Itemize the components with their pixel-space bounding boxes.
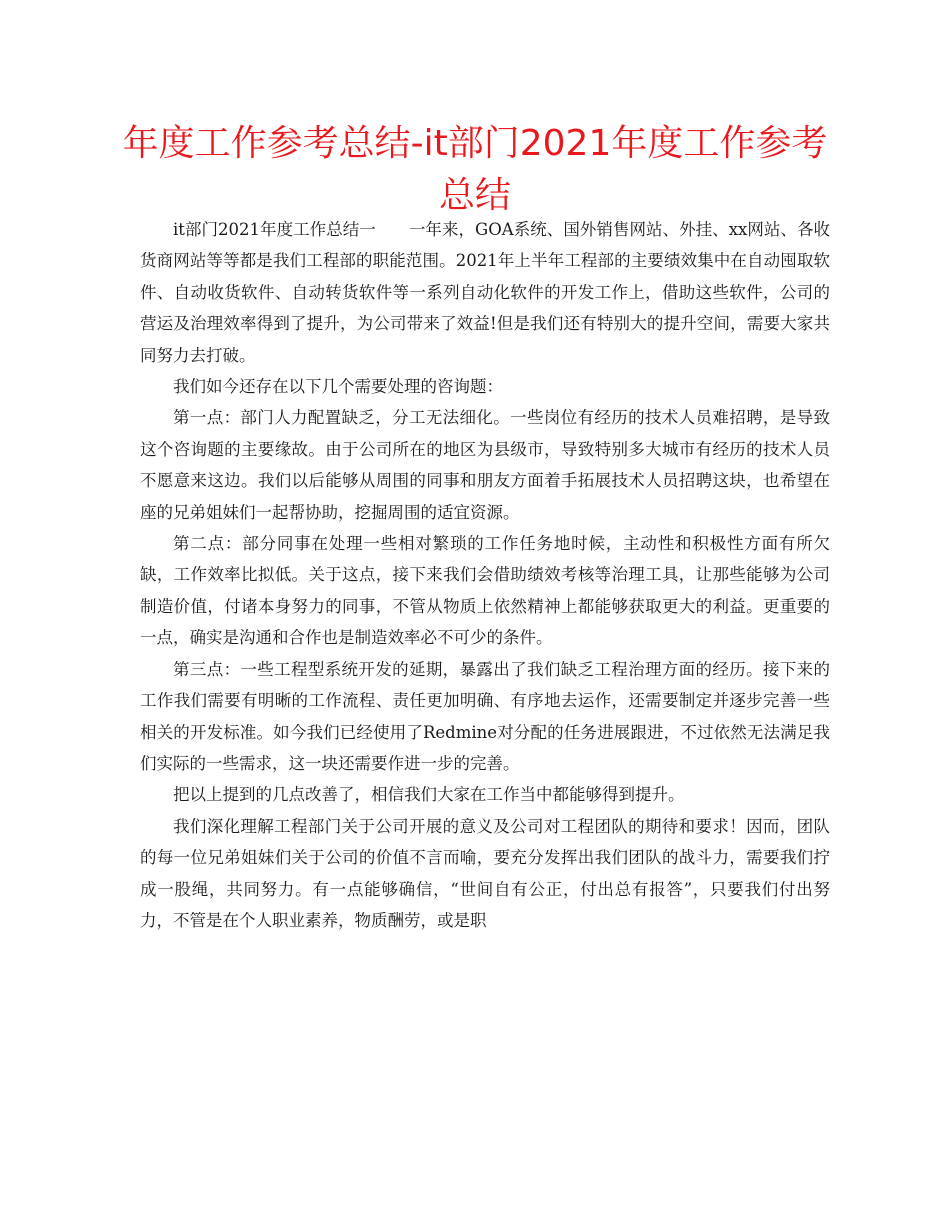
document-body (140, 214, 830, 936)
paragraph-intro: it部门2021年度工作总结一 一年来，GOA系统、国外销售网站、外挂、xx网站、各收货商网站等等都是我们工程部的职能范围。2021年上半年工程部的主要绩效集中在自动囤取软件、自动收货软件、自动转货软件等一系列自动化软件的开发工作上，借助这些软件，公司的营运及治理效率得到了提升，为公司带来了效益!但是我们还有特别大的提升空间，需要大家共同努力去打破。 (140, 220, 830, 365)
paragraph-point-one: 第一点：部门人力配置缺乏，分工无法细化。一些岗位有经历的技术人员难招聘，是导致这个咨询题的主要缘故。由于公司所在的地区为县级市，导致特别多大城市有经历的技术人员不愿意来这边。我们以后能够从周围的同事和朋友方面着手拓展技术人员招聘这块，也希望在座的兄弟姐妹们一起帮协助，挖掘周围的适宜资源。 (140, 408, 830, 522)
paragraph-point-three: 第三点：一些工程型系统开发的延期，暴露出了我们缺乏工程治理方面的经历。接下来的工作我们需要有明晰的工作流程、责任更加明确、有序地去运作，还需要制定并逐步完善一些相关的开发标准。如今我们已经使用了Redmine对分配的任务进展跟进，不过依然无法满足我们实际的一些需求，这一块还需要作进一步的完善。 (140, 659, 830, 773)
paragraph-problems-intro: 我们如今还存在以下几个需要处理的咨询题： (173, 377, 503, 397)
paragraph-improvement: 把以上提到的几点改善了，相信我们大家在工作当中都能够得到提升。 (173, 785, 685, 805)
paragraph-point-two: 第二点：部分同事在处理一些相对繁琐的工作任务地时候，主动性和积极性方面有所欠缺，工作效率比拟低。关于这点，接下来我们会借助绩效考核等治理工具，让那些能够为公司制造价值，付诸本身努力的同事，不管从物质上依然精神上都能够获取更大的利益。更重要的一点，确实是沟通和合作也是制造效率必不可少的条件。 (140, 534, 830, 648)
document-title: 年度工作参考总结-it部门2021年度工作参考总结 (122, 123, 828, 216)
paragraph-team: 我们深化理解工程部门关于公司开展的意义及公司对工程团队的期待和要求！因而，团队的每一位兄弟姐妹们关于公司的价值不言而喻，要充分发挥出我们团队的战斗力，需要我们拧成一股绳，共同努力。有一点能够确信，“世间自有公正，付出总有报答”，只要我们付出努力，不管是在个人职业素养，物质酬劳，或是职 (140, 816, 830, 930)
